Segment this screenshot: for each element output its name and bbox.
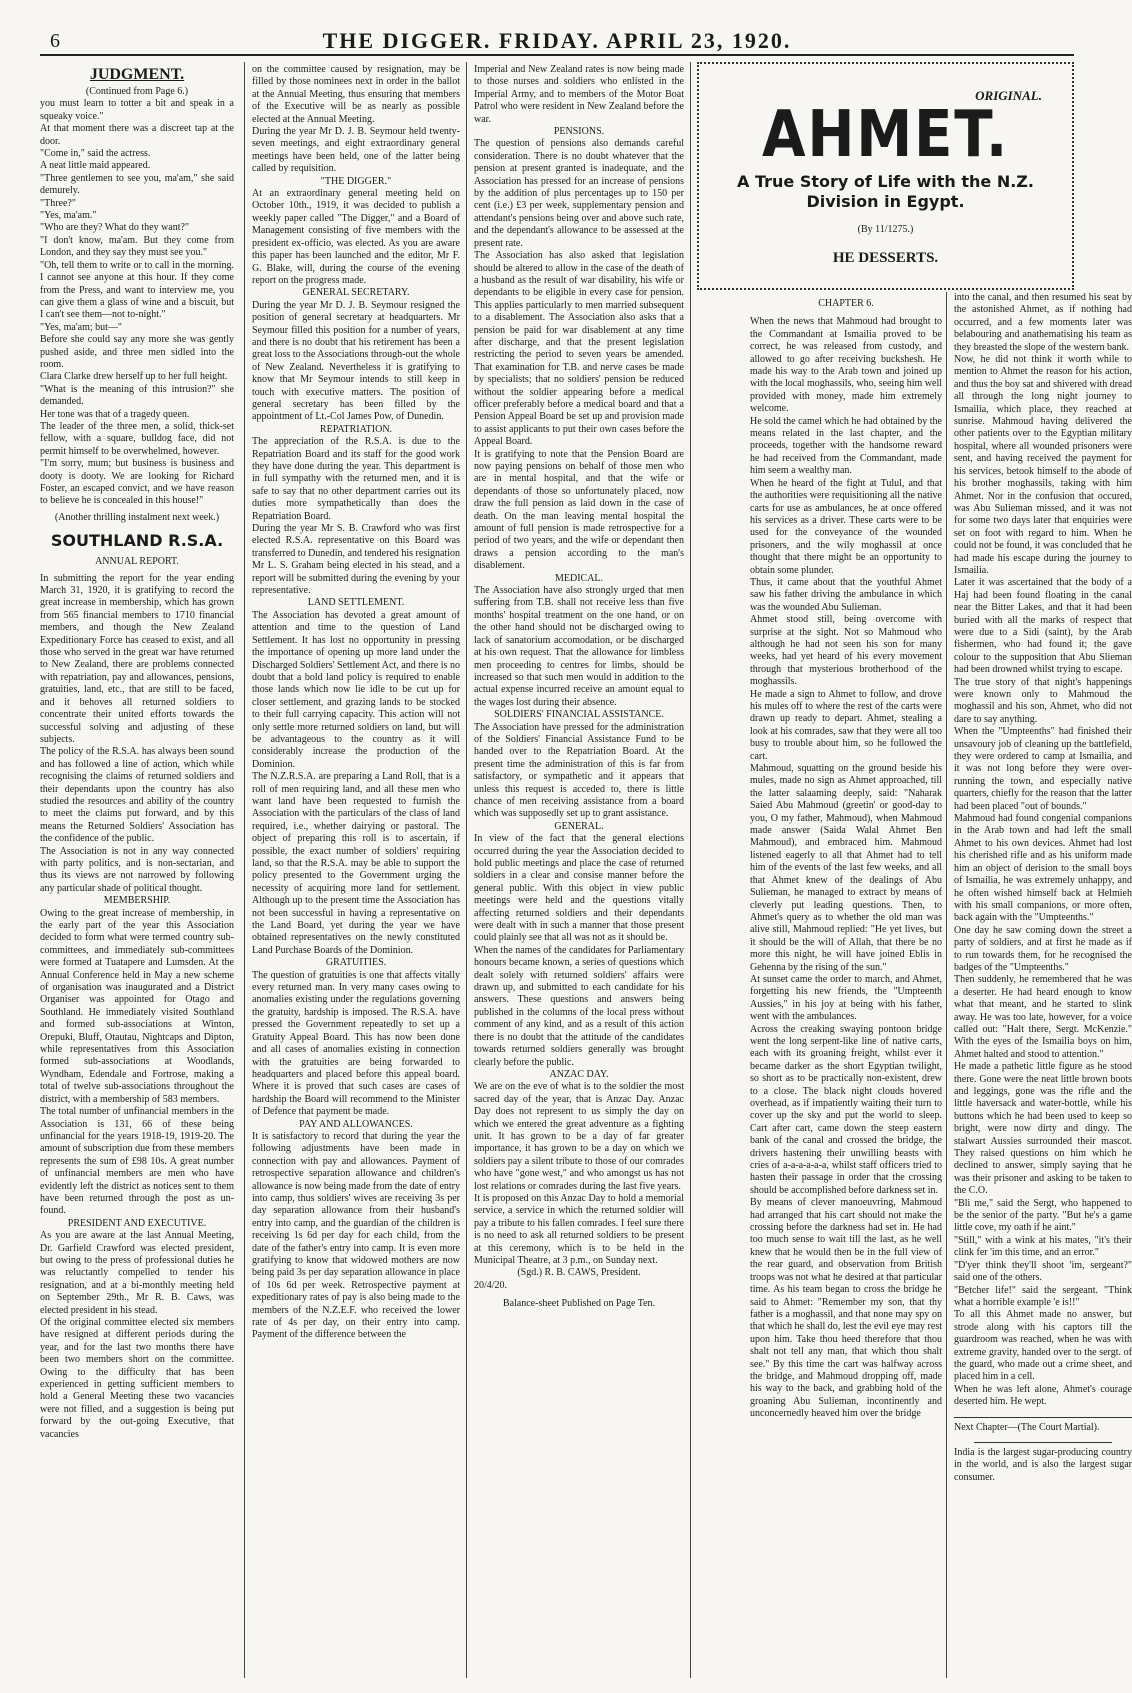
pay-heading: PAY AND ALLOWANCES. <box>299 1118 413 1130</box>
membership-heading: MEMBERSHIP. <box>103 895 171 907</box>
balance-sheet-note: Balance-sheet Published on Page Ten. <box>502 1298 656 1310</box>
digger-heading: "THE DIGGER." <box>320 175 392 187</box>
continued-note: (Continued from Page 6.) <box>85 86 189 97</box>
gratuities-heading: GRATUITIES. <box>325 957 387 969</box>
digger-body: At an extraordinary general meeting held on October 10th., 1919, it was decided to publish a weekly paper called "The Digger," and a Board of Management consisting of five members with the president ex-officio, was elected. As you are aware this paper has been launched and the editor, Mr F. G. Blake, will, during the course of the evening report on the progress made. <box>252 188 460 286</box>
southland-rsa-heading: SOUTHLAND R.S.A. <box>50 531 224 551</box>
ahmet-header-box <box>697 62 1074 290</box>
masthead <box>40 28 1074 56</box>
judgment-title: JUDGMENT. <box>89 66 185 83</box>
financial-body: The Association have pressed for the administration of the Soldiers' Financial Assistance Fund to be handed over to the Repatriation Board. At the present time the administration of this is far from satisfactory, or sympathetic and it appears that unless this request is acceded to, there is little chance of men receiving assistance from a board which was supposedly set up to grant assistance. <box>474 721 684 820</box>
masthead-title: THE DIGGER. FRIDAY. APRIL 23, 1920. <box>322 28 792 53</box>
pay-body: It is satisfactory to record that during the year the following adjustments have been made in connection with pay and allowances. Payment of retrospective separation allowance and children's allowance is now being made from the date of entry into camp, thus soldiers' wives are receiving 3s per day separation allowance from their husband's entry into camp, and the guardian of the children is receiving 1s 6d per day for each child, from the date of the father's entry into camp. It is even more gratifying to know that widowed mothers are now being paid 3s per day separation allowance in place of 10s 6d per week. Retrospective payment at expeditionary rates of pay is also being made to the members of the N.Z.E.F. who received the lower rate of 4s per day, on their entry into camp. Payment of the difference between the <box>252 1130 460 1341</box>
original-label: ORIGINAL. <box>975 88 1042 103</box>
president-heading: PRESIDENT AND EXECUTIVE. <box>67 1217 207 1229</box>
ahmet-tagline: A True Story of Life with the N.Z. Division in Egypt. <box>737 172 1034 211</box>
page-number: 6 <box>50 30 60 52</box>
membership-body: Owing to the great increase of membership, in the early part of the year this Association decided to form what were termed country sub-committees, and immediately sub-committees were formed at Tuatapere and Lumsden. At the Annual Conference held in May a new scheme of organisation was inaugurated and a District Organiser was appointed for Otago and Southland. He immediately visited Southland and formed sub-associations at Winton, Orepuki, Bluff, Otautau, Nightcaps and Dipton, while representatives from this Association formed sub-associations at Woodlands, Wyndham, Edendale and Fortrose, making a total of twelve sub-associations throughout the district, with a membership of 583 members. The total number of unfinancial members in the Association is 131, 66 of these being unfinancial for the years 1918-19, 1919-20. The amount of subscription due from these members represents the sum of £98 10s. A great number of unfinancial members are men who have evidently left the district as notices sent to them have been returned through the post as un-found. <box>40 907 234 1217</box>
signature: (Sgd.) R. B. CAWS, President. <box>517 1267 641 1279</box>
column-1 <box>40 64 234 1674</box>
medical-body: The Association have also strongly urged that men suffering from T.B. shall not receive less than five months' hospital treatment on the one hand, or on the other hand should not be discharged owing to lack of sanatorium accomodation, or be discharged at his own request. That the allowance for limbless men proceeding to centres for limbs, should be increased so that such men would in addition to the actual expense incurred receive an amount equal to the wages lost during their absence. <box>474 585 684 708</box>
imperial-body: Imperial and New Zealand rates is now being made to those nurses and soldiers who enlisted in the Imperial Army, and to members of the Motor Boat Patrol who were resident in New Zealand before the war. <box>474 64 684 125</box>
secretary-body: During the year Mr D. J. B. Seymour resigned the position of general secretary at headquarters. Mr Seymour filled this position for a number of years, and there is no doubt that his retirement has been a great loss to the Associations through-out the whole of New Zealand. Nevertheless it is gratifying to know that Mr Seymour intends to still keep in touch with executive matters. The position of general secretary has been filled by the appointment of Lt.-Col James Pow, of Dunedin. <box>252 299 460 423</box>
president-body: As you are aware at the last Annual Meeting, Dr. Garfield Crawford was elected president, but owing to the press of professional duties he was reluctantly compelled to tender his resignation, and at a bi-monthly meeting held on September 29th., Mr R. B. Caws, was elected president in his stead. Of the original committee elected six members have resigned at different periods during the year, and for the last two months there have been two members short on the committee. Owing to the difficulty that has been experienced in getting sufficient members to hold a General Meeting these two vacancies were not filled, and a suggestion is being put forward by the out-going Executive, that vacancies <box>40 1230 234 1440</box>
land-body: The Association has devoted a great amount of attention and time to the question of Land Settlement. It has lost no opportunity in pressing the importance of opening up more land under the Discharged Soldiers' Settlement Act, and there is no doubt that a bold land policy is required to enable those lands which now lie idle to be cut up for closer settlement, and grazing lands to be stocked to their full carrying capacity. This action will not only settle more returned soldiers on land, but will be advantageous to the country as it will considerably increase the production of the Dominion. The N.Z.R.S.A. are preparing a Land Roll, that is a roll of men requiring land, and all these men who want land have been requested to furnish the Association with the particulars of the class of land required, i.e., whether dairying or pastoral. The object of preparing this roll is to ascertain, if possible, the exact number of soldiers' requiring land, so that the R.S.A. may be able to support the policy presented to the Government urging the necessity of acquiring more land for settlement. Although up to the present time the Association has not been successful in having a representative on the Land Board, yet during the year we have obtained representatives on the newly constituted Land Purchase Boards of the Dominion. <box>252 609 460 956</box>
instalment-note: (Another thrilling instalment next week.) <box>54 511 220 523</box>
column-4 <box>750 292 942 1674</box>
judgment-body: you must learn to totter a bit and speak in a squeaky voice." At that moment there was a discreet tap at the door. "Come in," said the actress. A neat little maid appeared. "Three gentlemen to see you, ma'am," she said demurely. "Three?" "Yes, ma'am." "Who are they? What do they want?" "I don't know, ma'am. But they come from London, and they say they must see you." "Oh, tell them to write or to call in the morning. I cannot see anyone at this hour. If they come from the Press, and want to interview me, you can give them a glass of wine and a biscuit, but I can't see them—not to-night." "Yes, ma'am; but—" Before she could say any more she was gently pushed aside, and three men sidled into the room. Clara Clarke drew herself up to her full height. "What is the meaning of this intrusion?" she demanded. Her tone was that of a tragedy queen. The leader of the three men, a solid, thick-set fellow, with a square, bulldog face, did not permit himself to be overwhelmed, however. "I'm sorry, mum; but business is business and dooty is dooty. We are looking for Richard Foster, an escaped convict, and we have reason to believe he is concealed in this house!" <box>40 98 234 507</box>
general-body: In view of the fact that the general elections occurred during the year the Association decided to hold public meetings and place the case of returned soldiers in a clear and consise manner before the general public. With this object in view public meetings were held and the questions vitally affecting returned soldiers and their dependants were dealt with in such a manner that those present could plainly see that all was not as it should be. When the names of the candidates for Parliamentary honours became known, a series of questions which dealt solely with returned soldiers' affairs were drawn up, and submitted to each candidate for his answers. These questions and answers being published in the columns of the local press without comment of any kind, and as a result of this action there is no doubt that the attitude of the candidates towards returned soldiers generally was brought clearly before the public. <box>474 833 684 1068</box>
next-chapter-note: Next Chapter—(The Court Martial). <box>954 1421 1100 1433</box>
ahmet-byline: (By 11/1275.) <box>857 224 914 235</box>
column-5 <box>954 292 1132 1674</box>
anzac-body: We are on the eve of what is to the soldier the most sacred day of the year, that is Anzac Day. Anzac Day does not represent to us simply the day on which we entered the great adventure as a fighting unit. It has grown to be a day of far greater importance, it has grown to be a day on which we soldiers pay a silent tribute to those of our comrades who have "gone west," and who amongst us has not lost relations or comrades during the last five years. It is proposed on this Anzac Day to hold a memorial service, a service in which the returned soldier will pay a tribute to his fallen comrades. I feel sure there is no need to ask all returned soldiers to be present at this ceremony, which is to be held in the Municipal Theatre, at 3 p.m., on Sunday next. <box>474 1081 684 1266</box>
report-date: 20/4/20. <box>474 1279 508 1291</box>
sugar-filler: India is the largest sugar-producing country in the world, and is also the largest sugar consumer. <box>954 1446 1132 1483</box>
column-2 <box>252 64 460 1674</box>
chapter-heading: CHAPTER 6. <box>818 298 874 309</box>
repatriation-heading: REPATRIATION. <box>319 423 393 435</box>
ahmet-body-1: When the news that Mahmoud had brought to the Commandant at Ismailia proved to be correct, he was released from custody, and allowed to go after receiving buckshesh. He made his way to the Arab town and joined up with the local moghassils, who, seeing him well provided with money, made him extremely welcome. He sold the camel which he had obtained by the means related in the last chapter, and the proceeds, together with the handsome reward he had received from the Commandant, made him seem a wealthy man. When he heard of the fight at Tulul, and that the authorities were requisitioning all the native carts for use as ambulances, he at once offered his services as a driver. These carts were to be used for the conveyance of the wounded prisoners, and the wily moghassil at once thought that there might be an opportunity to obtain some plunder. Thus, it came about that the youthful Ahmet saw his father driving the ambulance in which was the wounded Abu Sulieman. Ahmet stood still, being overcome with surprise at the sight. Not so Mahmoud who although he had not seen his son for many weeks, had yet heard of his every movement through that mysterious brotherhood of the moghassils. He made a sign to Ahmet to follow, and drove his mules off to where the rest of the carts were drawn up ready to depart. Ahmet, stealing a look at his comrades, saw that they were all too busy to trouble about him, so he followed the cart. Mahmoud, squatting on the ground beside his mules, made no sign as Ahmet approached, till the latter salaaming deeply, said: "Naharak Saied Abu Mahmoud (greetin' or good-day to you, O my father, Mahmoud), when Mahmoud made answer (Saida Walal Ahmet Ben Mahmoud), and embraced him. Mahmoud listened eagerly to all that Ahmet had to tell him of the events of the last few weeks, and all that Ahmet knew of the dealings of Abu Sulieman, he managed to extract by means of cleverly put leading questions. Then, to Ahmet's query as to whether the old man was alive still, Mahmoud replied: "He yet lives, but it should be the will of Allah, that there be no more this night, he will have joined Eblis in Gehenna by the rising of the sun." At sunset came the order to march, and Ahmet, forgetting his new friends, the "Umpteenth Aussies," in his joy at being with his father, went with the ambulances. Across the creaking swaying pontoon bridge went the long serpent-like line of native carts, each with its groaning freight, whilst ever it became darker as the short Egyptian twilight, so short as to be practically non-existent, drew to a close. The black night clouds hovered overhead, as if impatiently waiting their turn to cover up the sky and put the world to sleep. Cart after cart, came down the steep eastern bank of the canal and crossed the bridge, the drivers hastening their unwilling beasts with cries of a-a-a-a-a-a, whilst staff officers tried to hasten their passage in order that the crossing should be accomplished before darkness set in. By means of clever manoeuvring, Mahmoud had arranged that his cart should not make the crossing before the darkness had set in. He had too much sense to wait till the last, as he well knew that he would then be in the full view of the rear guard, and observation from British troops was not what he desired at that particular time. As his team began to cross the bridge he said to Ahmet: "Remember my son, that thy father is a moghassil, and that none may spy on that which he shall do, lest the evil eye may rest upon him. Take thou heed therefore that thou shalt not tell any man, that which thou shalt see." By this time the cart was halfway across the bridge, and Mahmoud dropping off, made his way to the back, and grabbing hold of the groaning Abu Sulieman, incontinently and unconcernedly heaved him over the bridge <box>750 316 942 1420</box>
general-heading: GENERAL. <box>554 820 604 832</box>
land-heading: LAND SETTLEMENT. <box>307 597 405 609</box>
ahmet-subtitle: HE DESSERTS. <box>832 250 939 266</box>
column-rule <box>244 62 245 1678</box>
medical-heading: MEDICAL. <box>554 572 604 584</box>
secretary-heading: GENERAL SECRETARY. <box>302 287 410 299</box>
column-rule <box>466 62 467 1678</box>
column-rule <box>946 292 947 1678</box>
financial-heading: SOLDIERS' FINANCIAL ASSISTANCE. <box>494 709 664 721</box>
report-body: In submitting the report for the year ending March 31, 1920, it is gratifying to record the great increase in membership, which has grown from 565 financial members to 1710 financial members, and though the New Zealand Expeditionary Force has ceased to exist, and all those who served in the great war have returned to New Zealand, there are problems connected with repatriation, pay and allowances, pensions, gratuities, land, etc., that are still to be faced, and it behoves all returned soldiers to concentrate their united efforts towards the successful solving and adjusting of these subjects. The policy of the R.S.A. has always been sound and has followed a line of action, which while recognising the claims of returned soldiers and their dependants upon the country has also studied the resources and ability of the country to meet the claims put forward, and by this means the Returned Soldiers' Association has the confidence of the public. The Association is not in any way connected with party politics, and is non-sectarian, and thus its views are not narrowed by following any particular shade of political thought. <box>40 572 234 894</box>
pensions-heading: PENSIONS. <box>553 126 605 138</box>
anzac-heading: ANZAC DAY. <box>549 1068 609 1080</box>
column-3 <box>474 64 684 1674</box>
ahmet-title: AHMET. <box>761 98 1010 172</box>
repatriation-body: The appreciation of the R.S.A. is due to the Repatriation Board and its staff for the good work they have done during the year. This department is in full sympathy with the returned men, and it is safe to say that no other department carries out its duties more sympathetically than does the Repatriation Board. During the year Mr S. B. Crawford who was first elected R.S.A. representative on this Board was transferred to Dunedin, and tendered his resignation Mr L. S. Graham being elected in his stead, and a report will be submitted during the evening by your representative. <box>252 436 460 597</box>
gratuities-body: The question of gratuities is one that affects vitally every returned man. In very many cases owing to anomalies existing under the regulations governing the gratuity, hardship is imposed. The R.S.A. have pressed the Government repeatedly to set up a Gratuity Appeal Board. This has now been done and all cases of anomalies existing in connection with the gratuities are being forwarded to headquarters and placed before this appeal board. Where it is proved that such cases are cases of hardship the Board will recommend to the Minister of Defence that payment be made. <box>252 969 460 1118</box>
ahmet-body-2: into the canal, and then resumed his seat by the astonished Ahmet, as if nothing had occurred, and a few moments later was belabouring and anathematising his team as they breasted the slope of the western bank. Now, he did not think it worth while to mention to Ahmet the reason for his action, and thus the boy sat and shivered with dread all through the long night journey to Ismailia, which place, they reached at sunrise. Mahmoud having delivered the other patients over to the Egyptian military hospital, where all wounded prisoners were sent, and having received the payment for his services, betook himself to the abode of his brother moghassils, taking with him Ahmet. Nor in the confusion that occured, was Abu Sulieman missed, and it was not for some two days later that enquiries were set on foot with regard to him. When he could not be found, it was concluded that he had made his escape during the journey to Ismailia. Later it was ascertained that the body of a Haj had been found floating in the canal near the Bitter Lakes, and that it had been buried with all the marks of respect that were due to a Sidi (saint), by the Arab fishermen, who had found it; the gave colour to the supposition that Abu Slieman had been drowned whilst trying to escape. The true story of that night's happenings were known only to Mahmoud the moghassil and his son, Ahmet, who did not dare to say anything. When the "Umpteenths" had finished their unsavoury job of cleaning up the battlefield, they were ordered to camp at Ismailia, and it was not long before they were over-running the town, and especially native quarters, chiefly for the reason that the latter had been placed "out of bounds." Mahmoud had found congenial companions in the Arab town and had left the small Ahmet to his own devices. Ahmet had lost his cherished rifle and as his uniform made him an object of derision to the small boys of Ismailia, he was extremely unhappy, and he often wished himself back at Helmieh with his small companions, or more often, back again with the "Umpteenths." One day he saw coming down the street a party of soldiers, and at first he made as if to run towards them, for he recognised the badges of the "Umpteenths." Then suddenly, he remembered that he was a deserter. He had heard enough to know what that meant, and he started to slink away. He was too late, however, for a voice called out: "Halt there, Sergt. McKenzie." With the eyes of the Ismailia boys on him, Ahmet halted and stood to attention." He made a pathetic little figure as he stood there. Gone were the neat little brown boots and leggings, gone was the rifle and the little haversack and water-bottle, while his buttons which he had been used to keep so bright, were now dirty and dingy. The stalwart Aussies surrounded their mascot. They raised questions on him which he declined to answer, simply saying that he was their prisoner and asking to be taken to the C.O. "Bli me," said the Sergt, who happened to be the senior of the party. "But he's a game little cove, my oath if he aint." "Still," with a wink at his mates, "it's their clink fer 'im this time, and an error." "D'yer think they'll shoot 'im, sergeant?" said one of the others. "Betcher life!" said the sergeant. "Think what a horrible example 'e is!!" To all this Ahmet made no answer, but strode along with his captors till the guardroom was reached, when he was with extreme gravity, handed over to the sergt. of the guard, who made out a crime sheet, and placed him in a cell. When he was left alone, Ahmet's courage deserted him. He wept. <box>954 292 1132 1408</box>
column-rule <box>690 62 691 1678</box>
pensions-body: The question of pensions also demands careful consideration. There is no doubt whatever that the pension at present granted is inadequate, and the Association has pressed for an increase of pensions by the addition of plus percentages up to 150 per cent (i.e.) £3 per week, supplementary pension and attendant's pensions being over and above such rate, and the dependant's allowance to be assessed at the present rate. The Association has also asked that legislation should be altered to allow in the case of the death of a husband as the result of war disability, his wife or dependants to be eligible in every case for pension. This applies particularly to men married subsequent to a disablement. The Association also asks that a pension be paid for war disablement at any time after discharge, and that the present legislation restricting the period to seven years be amended. That examination for T.B. and nerve cases be made by specialists; that no soldiers' pension be reduced without the soldier appearing before a medical officer preferably before a medical board and that a Pension Appeal Board be set up and provision made to assist applicants to put their own cases before the Appeal Board. It is gratifying to note that the Pension Board are now paying pensions on behalf of those men who are in mental hospital, and that the wife or dependants of those so unfortunately placed, now draw the full pension as laid down in the case of death. On the man leaving mental hospital the amount of full pension is made retrospective for a period of two years, and the wife or dependant then draws a pension according to the man's disablement. <box>474 138 684 572</box>
committee-body: on the committee caused by resignation, may be filled by those nominees next in order in the ballot at the Annual Meeting, thus ensuring that members of the Executive will be as nearly as possible elected at the Annual Meeting. During the year Mr D. J. B. Seymour held twenty-seven meetings, and eight extraordinary general meetings have been held, one of the latter being called by requisition. <box>252 64 460 175</box>
annual-report-heading: ANNUAL REPORT. <box>95 556 179 568</box>
